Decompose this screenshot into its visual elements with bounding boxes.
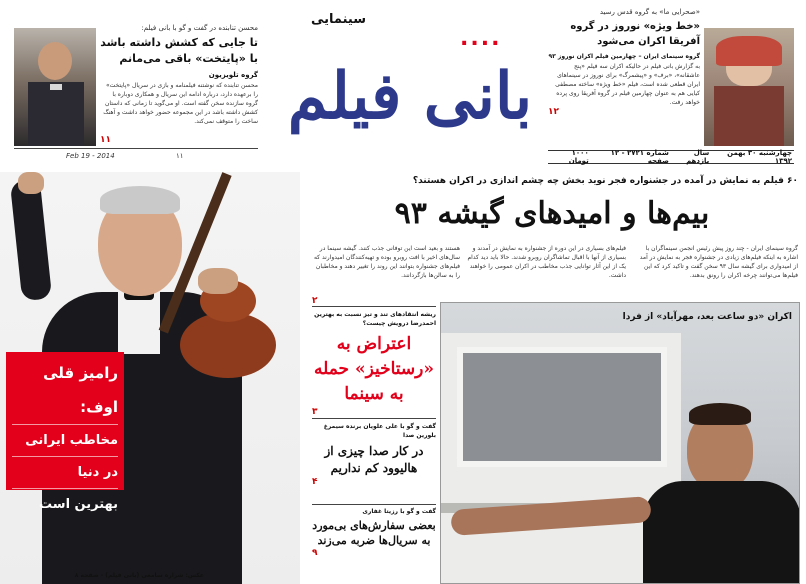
teaser-left-rule <box>14 148 258 149</box>
side-story-2[interactable] <box>312 422 436 502</box>
side-story-1[interactable] <box>312 310 436 417</box>
side-story-1-page: ۳ <box>312 407 318 417</box>
side-story-2-headline: در کار صدا چیزی از هالیوود کم نداریم <box>324 444 424 475</box>
quote-line-1: رامیز قلی اوف: <box>12 356 118 425</box>
teaser-right-page: ۱۲ <box>548 107 559 117</box>
main-body-col-3: هستند و بعید است این توفانی جذب کنند. گیشه سینما در سال‌های اخیر با افت روبرو بوده و تهیه‌کنندگان امیدوارند که فیلم‌های جشنواره بتوانند این روند را تغییر دهند و مخاطبان را به سالن‌ها بازگردانند. <box>313 245 460 279</box>
logo-dots: .... <box>460 26 502 51</box>
teaser-left-body: محسن تنابنده که نوشتنه فیلمنامه و بازی در سریال «پایتخت» را برعهده دارد، درباره ادامه این سریال و همکاری دوباره با گروه سازنده سخن گفته است. او می‌گوید تا زمانی که داستان کشش داشته باشد در این مجموعه حضور خواهد داشت و آهنگ ساخت را متوقف نمی‌کند. <box>103 82 258 125</box>
masthead-page-num: ۱۱ <box>176 152 184 160</box>
masthead-price: ۱۰۰۰ تومان <box>568 149 589 165</box>
side-story-3-kicker: گفت و گو با رزیتا غفاری <box>362 508 436 515</box>
latin-date: Feb 19 - 2014 <box>66 152 115 160</box>
teaser-left-photo <box>14 28 96 146</box>
side-story-2-kicker: گفت و گو با علی علویان برنده سیمرغ بلورین صدا <box>323 423 436 439</box>
masthead-area <box>0 0 806 172</box>
teaser-right-headline: «خط ویژه» نوروز در گروه آفریقا اکران می‌شود <box>570 21 700 47</box>
side-low-rule <box>312 504 436 505</box>
masthead-info-bar <box>548 150 794 164</box>
logo-tag: سینمایی <box>310 12 366 27</box>
quote-box[interactable] <box>6 352 124 512</box>
quote-line-4: بهترین است <box>39 497 118 512</box>
side-story-3-headline: بعضی سفارش‌های بی‌مورد به سریال‌ها ضربه می‌زند <box>312 519 436 547</box>
side-story-3[interactable] <box>312 507 436 581</box>
side-story-2-page: ۴ <box>312 477 318 487</box>
main-headline[interactable]: بیم‌ها و امیدهای گیشه ۹۳ <box>394 196 710 231</box>
side-story-1-kicker: ریشه انتقادهای تند و تیز نسبت به بهترین احمدرضا درویش چیست؟ <box>314 311 436 327</box>
teaser-left-page: ۱۱ <box>100 135 111 145</box>
quote-line-2: مخاطب ایرانی <box>12 425 118 457</box>
side-story-3-page: ۹ <box>312 548 318 558</box>
quote-line-3: در دنیا <box>12 457 118 489</box>
main-page-num: ۲ <box>312 296 318 306</box>
logo-block[interactable] <box>262 8 546 158</box>
teaser-left-headline: تا جایی که کشش داشته باشد با «پایتخت» باقی می‌مانم <box>100 36 258 65</box>
teaser-right-kicker: «صحرایی ما» به گروه قدس رسید <box>599 8 700 16</box>
actor-photo-caption: اکران «دو ساعت بعد، مهرآباد» از فردا <box>622 312 792 322</box>
teaser-right-byline: گروه سینمای ایران – چهارمین فیلم اکران نوروز ۹۳ <box>548 53 700 60</box>
teaser-left[interactable] <box>100 24 258 154</box>
main-body-col-1: گروه سینمای ایران - چند روز پیش رئیس انجمن سینماگران با اشاره به اینکه فیلم‌های زیادی در جشنواره فجر به نمایش در آمد از امیدواری برای گیشه سال ۹۳ سخن گفت و تاکید کرد که این فیلم‌ها می‌توانند چرخه اکران را رونق بدهند. <box>639 245 798 279</box>
teaser-left-kicker: محسن تنابنده در گفت و گو با بانی فیلم: <box>141 24 258 32</box>
masthead-date: چهارشنبه ۳۰ بهمن ۱۳۹۲ <box>727 149 792 165</box>
teaser-left-byline: گروه تلویزیون <box>208 71 258 79</box>
teaser-right-photo <box>704 28 794 146</box>
side-story-1-headline: اعتراض به «رستاخیز» حمله به سینما <box>313 334 435 404</box>
logo-text: بانی فیلم <box>287 59 533 134</box>
side-mid-rule <box>312 418 436 419</box>
masthead-issue: شماره ۲۷۲۱ - ۱۲ صفحه <box>610 149 669 165</box>
main-kicker: ۶۰ فیلم به نمایش در آمده در جشنواره فجر نوید بخش چه چشم اندازی در اکران هستند؟ <box>412 176 798 186</box>
teaser-right[interactable] <box>548 8 700 148</box>
teaser-right-body: به گزارش بانی فیلم در حالیکه اکران سه فیلم «پنج عاشقانه»، «برف» و «پیشمرگ» برای نوروز در سینماهای ایران قطعی شده است، فیلم «خط ویژه» ساخته مصطفی کیایی هم به عنوان چهارمین فیلم در گروه آفریقا روی پرده خواهد رفت. <box>555 63 700 106</box>
side-top-rule <box>312 306 436 307</box>
photo-credit: عکس: شراره سامعی (بانی فیلم) - صفحه ۸ <box>74 572 204 579</box>
main-body-col-2: فیلم‌های بسیاری در این دوره از جشنواره به نمایش در آمدند و بسیاری از آنها با اقبال تماشاگران روبرو شدند. حالا باید دید کدام یک از این آثار توانایی جذب مخاطب در اکران عمومی را خواهند داشت. <box>467 245 626 279</box>
masthead-year: سال یازدهم <box>686 149 710 165</box>
actor-photo[interactable] <box>440 302 800 584</box>
